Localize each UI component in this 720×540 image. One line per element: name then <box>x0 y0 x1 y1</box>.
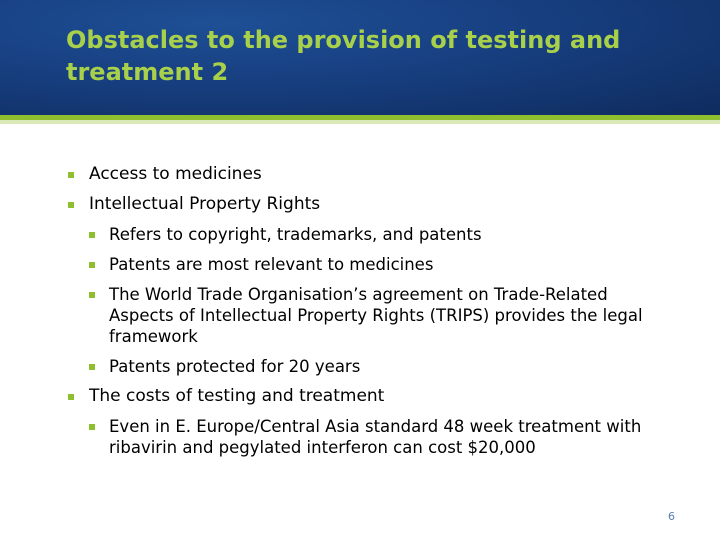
square-bullet-icon <box>89 262 95 268</box>
bullet-text: Patents protected for 20 years <box>109 357 361 376</box>
page-number: 6 <box>668 510 675 523</box>
bullet-item <box>66 386 666 407</box>
bullet-text: The World Trade Organisation’s agreement on Trade-Related Aspects of Intellectual Property Rights (TRIPS) provides the legal framework <box>109 285 643 346</box>
square-bullet-icon <box>89 292 95 298</box>
sub-bullet-item <box>66 356 666 377</box>
header-rule-shadow <box>0 120 720 124</box>
bullet-text: Intellectual Property Rights <box>89 194 321 214</box>
sub-bullet-item <box>66 416 666 458</box>
sub-bullet-item <box>66 254 666 275</box>
bullet-list <box>66 164 666 467</box>
bullet-text: Patents are most relevant to medicines <box>109 255 434 274</box>
bullet-text: Refers to copyright, trademarks, and patents <box>109 225 482 244</box>
sub-bullet-item <box>66 284 666 347</box>
square-bullet-icon <box>89 424 95 430</box>
bullet-text: The costs of testing and treatment <box>89 386 385 406</box>
bullet-text: Access to medicines <box>89 164 262 184</box>
slide-title: Obstacles to the provision of testing and treatment 2 <box>66 26 621 86</box>
square-bullet-icon <box>89 364 95 370</box>
bullet-text: Even in E. Europe/Central Asia standard 48 week treatment with ribavirin and pegylated interferon can cost $20,000 <box>109 417 642 457</box>
square-bullet-icon <box>89 232 95 238</box>
bullet-item <box>66 194 666 215</box>
slide-header <box>0 0 720 115</box>
square-bullet-icon <box>68 202 74 208</box>
sub-bullet-item <box>66 224 666 245</box>
square-bullet-icon <box>68 172 74 178</box>
square-bullet-icon <box>68 394 74 400</box>
bullet-item <box>66 164 666 185</box>
